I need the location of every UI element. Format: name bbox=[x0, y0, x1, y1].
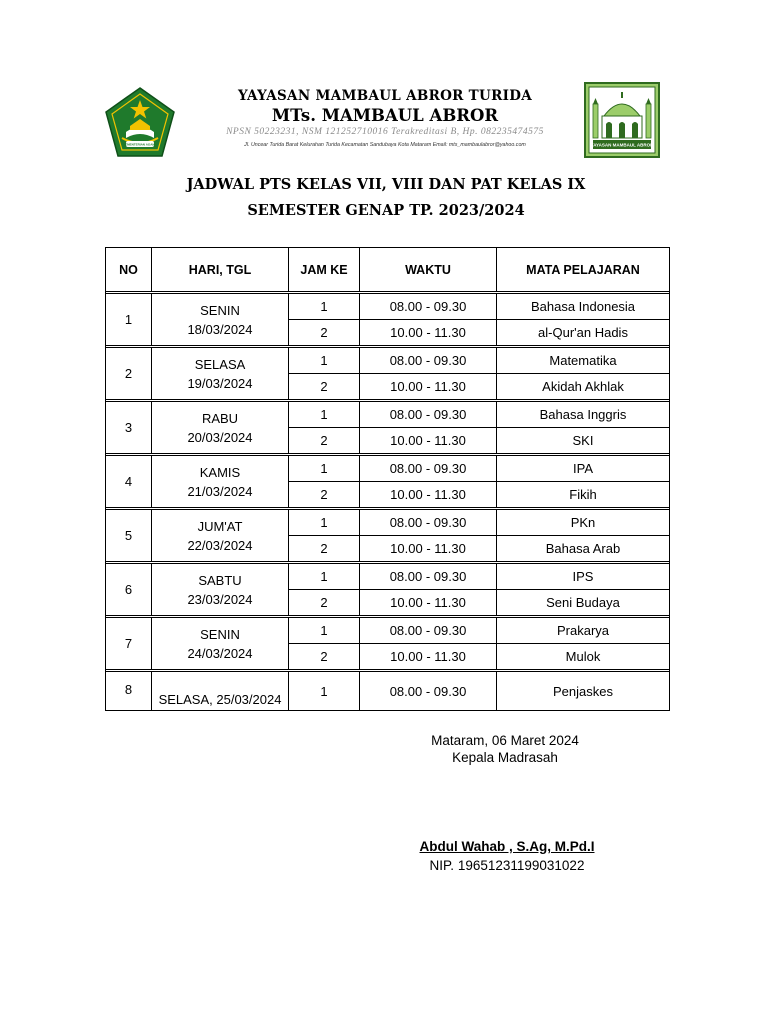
cell-no: 4 bbox=[106, 456, 152, 508]
cell-mata-pelajaran: Penjaskes bbox=[497, 672, 670, 711]
cell-waktu: 08.00 - 09.30 bbox=[360, 672, 497, 711]
table-row bbox=[106, 618, 670, 644]
cell-mata-pelajaran: PKn bbox=[497, 510, 670, 536]
cell-waktu: 08.00 - 09.30 bbox=[360, 348, 497, 374]
cell-hari-tgl bbox=[152, 294, 289, 346]
cell-waktu: 08.00 - 09.30 bbox=[360, 456, 497, 482]
cell-no: 5 bbox=[106, 510, 152, 562]
header-waktu: WAKTU bbox=[360, 248, 497, 292]
cell-waktu: 08.00 - 09.30 bbox=[360, 402, 497, 428]
cell-hari-tgl bbox=[152, 456, 289, 508]
table-row bbox=[106, 348, 670, 374]
cell-no: 2 bbox=[106, 348, 152, 400]
signature-name: Abdul Wahab , S.Ag, M.Pd.I bbox=[419, 839, 595, 854]
cell-no: 6 bbox=[106, 564, 152, 616]
cell-jam-ke: 1 bbox=[289, 672, 360, 711]
cell-hari-tgl bbox=[152, 510, 289, 562]
cell-waktu: 08.00 - 09.30 bbox=[360, 510, 497, 536]
day-date: 23/03/2024 bbox=[187, 591, 253, 607]
day-date: 19/03/2024 bbox=[187, 375, 253, 391]
school-address: Jl. Uncear Turida Barat Kelurahan Turida Kecamatan Sandubaya Kota Mataram Email: mts_mambaulabror@yahoo.com bbox=[244, 142, 526, 148]
cell-jam-ke: 2 bbox=[289, 374, 360, 400]
cell-mata-pelajaran: Matematika bbox=[497, 348, 670, 374]
table-header-row bbox=[106, 248, 670, 292]
school-name: MTs. MAMBAUL ABROR bbox=[271, 106, 499, 125]
cell-mata-pelajaran: IPS bbox=[497, 564, 670, 590]
table-row bbox=[106, 456, 670, 482]
cell-waktu: 10.00 - 11.30 bbox=[360, 482, 497, 508]
cell-mata-pelajaran: Bahasa Arab bbox=[497, 536, 670, 562]
day-name: SABTU bbox=[198, 572, 242, 588]
day-name: SENIN bbox=[200, 626, 240, 642]
cell-mata-pelajaran: al-Qur'an Hadis bbox=[497, 320, 670, 346]
cell-waktu: 10.00 - 11.30 bbox=[360, 590, 497, 616]
cell-jam-ke: 1 bbox=[289, 402, 360, 428]
cell-waktu: 08.00 - 09.30 bbox=[360, 564, 497, 590]
cell-mata-pelajaran: Fikih bbox=[497, 482, 670, 508]
cell-waktu: 08.00 - 09.30 bbox=[360, 618, 497, 644]
table-row bbox=[106, 510, 670, 536]
day-date: 20/03/2024 bbox=[187, 429, 253, 445]
cell-mata-pelajaran: IPA bbox=[497, 456, 670, 482]
cell-waktu: 10.00 - 11.30 bbox=[360, 320, 497, 346]
cell-no: 8 bbox=[106, 672, 152, 711]
day-name: JUM'AT bbox=[197, 518, 243, 534]
day-date: 18/03/2024 bbox=[187, 321, 253, 337]
cell-waktu: 10.00 - 11.30 bbox=[360, 374, 497, 400]
cell-jam-ke: 1 bbox=[289, 510, 360, 536]
day-name: SELASA bbox=[194, 356, 246, 372]
cell-no: 7 bbox=[106, 618, 152, 670]
signature-place-date: Mataram, 06 Maret 2024 bbox=[431, 733, 579, 748]
day-name: SENIN bbox=[200, 302, 240, 318]
header-jam-ke: JAM KE bbox=[289, 248, 360, 292]
header-hari-tgl: HARI, TGL bbox=[152, 248, 289, 292]
cell-jam-ke: 1 bbox=[289, 456, 360, 482]
header-mata-pelajaran: MATA PELAJARAN bbox=[497, 248, 670, 292]
header-no: NO bbox=[106, 248, 152, 292]
cell-jam-ke: 2 bbox=[289, 320, 360, 346]
day-date: 22/03/2024 bbox=[187, 537, 253, 553]
cell-waktu: 10.00 - 11.30 bbox=[360, 644, 497, 670]
cell-jam-ke: 1 bbox=[289, 348, 360, 374]
day-date: 24/03/2024 bbox=[187, 645, 253, 661]
day-name: KAMIS bbox=[199, 464, 241, 480]
cell-mata-pelajaran: Bahasa Indonesia bbox=[497, 294, 670, 320]
table-row bbox=[106, 294, 670, 320]
cell-jam-ke: 1 bbox=[289, 564, 360, 590]
table-row bbox=[106, 672, 670, 711]
foundation-name: YAYASAN MAMBAUL ABROR TURIDA bbox=[237, 88, 532, 104]
cell-waktu: 08.00 - 09.30 bbox=[360, 294, 497, 320]
document-subtitle: SEMESTER GENAP TP. 2023/2024 bbox=[247, 202, 525, 219]
cell-hari-tgl bbox=[152, 564, 289, 616]
cell-jam-ke: 2 bbox=[289, 644, 360, 670]
day-date: 21/03/2024 bbox=[187, 483, 253, 499]
cell-hari-tgl bbox=[152, 402, 289, 454]
cell-mata-pelajaran: Bahasa Inggris bbox=[497, 402, 670, 428]
document-title: JADWAL PTS KELAS VII, VIII DAN PAT KELAS IX bbox=[186, 176, 586, 193]
cell-jam-ke: 2 bbox=[289, 428, 360, 454]
cell-jam-ke: 2 bbox=[289, 536, 360, 562]
cell-hari-tgl bbox=[152, 348, 289, 400]
yayasan-logo bbox=[584, 82, 660, 158]
cell-mata-pelajaran: Akidah Akhlak bbox=[497, 374, 670, 400]
kemenag-logo bbox=[104, 86, 176, 158]
cell-mata-pelajaran: Seni Budaya bbox=[497, 590, 670, 616]
cell-jam-ke: 2 bbox=[289, 590, 360, 616]
hari-tgl-text: SELASA, 25/03/2024 bbox=[158, 691, 282, 707]
cell-no: 3 bbox=[106, 402, 152, 454]
cell-jam-ke: 1 bbox=[289, 618, 360, 644]
cell-mata-pelajaran: Mulok bbox=[497, 644, 670, 670]
cell-jam-ke: 1 bbox=[289, 294, 360, 320]
table-row bbox=[106, 402, 670, 428]
schedule-body bbox=[106, 292, 670, 711]
cell-hari-tgl bbox=[152, 618, 289, 670]
cell-mata-pelajaran: SKI bbox=[497, 428, 670, 454]
signature-role: Kepala Madrasah bbox=[452, 750, 558, 765]
exam-schedule-table bbox=[105, 247, 670, 711]
cell-waktu: 10.00 - 11.30 bbox=[360, 428, 497, 454]
kemenag-logo-text: KEMENTERIAN AGAMA bbox=[122, 142, 158, 147]
day-name: RABU bbox=[201, 410, 239, 426]
school-ids: NPSN 50223231, NSM 121252710016 Terakreditasi B, Hp. 082235474575 bbox=[226, 127, 544, 137]
cell-jam-ke: 2 bbox=[289, 482, 360, 508]
cell-hari-tgl bbox=[152, 672, 289, 711]
cell-no: 1 bbox=[106, 294, 152, 346]
yayasan-logo-text: YAYASAN MAMBAUL ABROR bbox=[590, 142, 654, 148]
table-row bbox=[106, 564, 670, 590]
cell-mata-pelajaran: Prakarya bbox=[497, 618, 670, 644]
cell-waktu: 10.00 - 11.30 bbox=[360, 536, 497, 562]
signature-nip: NIP. 19651231199031022 bbox=[429, 858, 585, 873]
